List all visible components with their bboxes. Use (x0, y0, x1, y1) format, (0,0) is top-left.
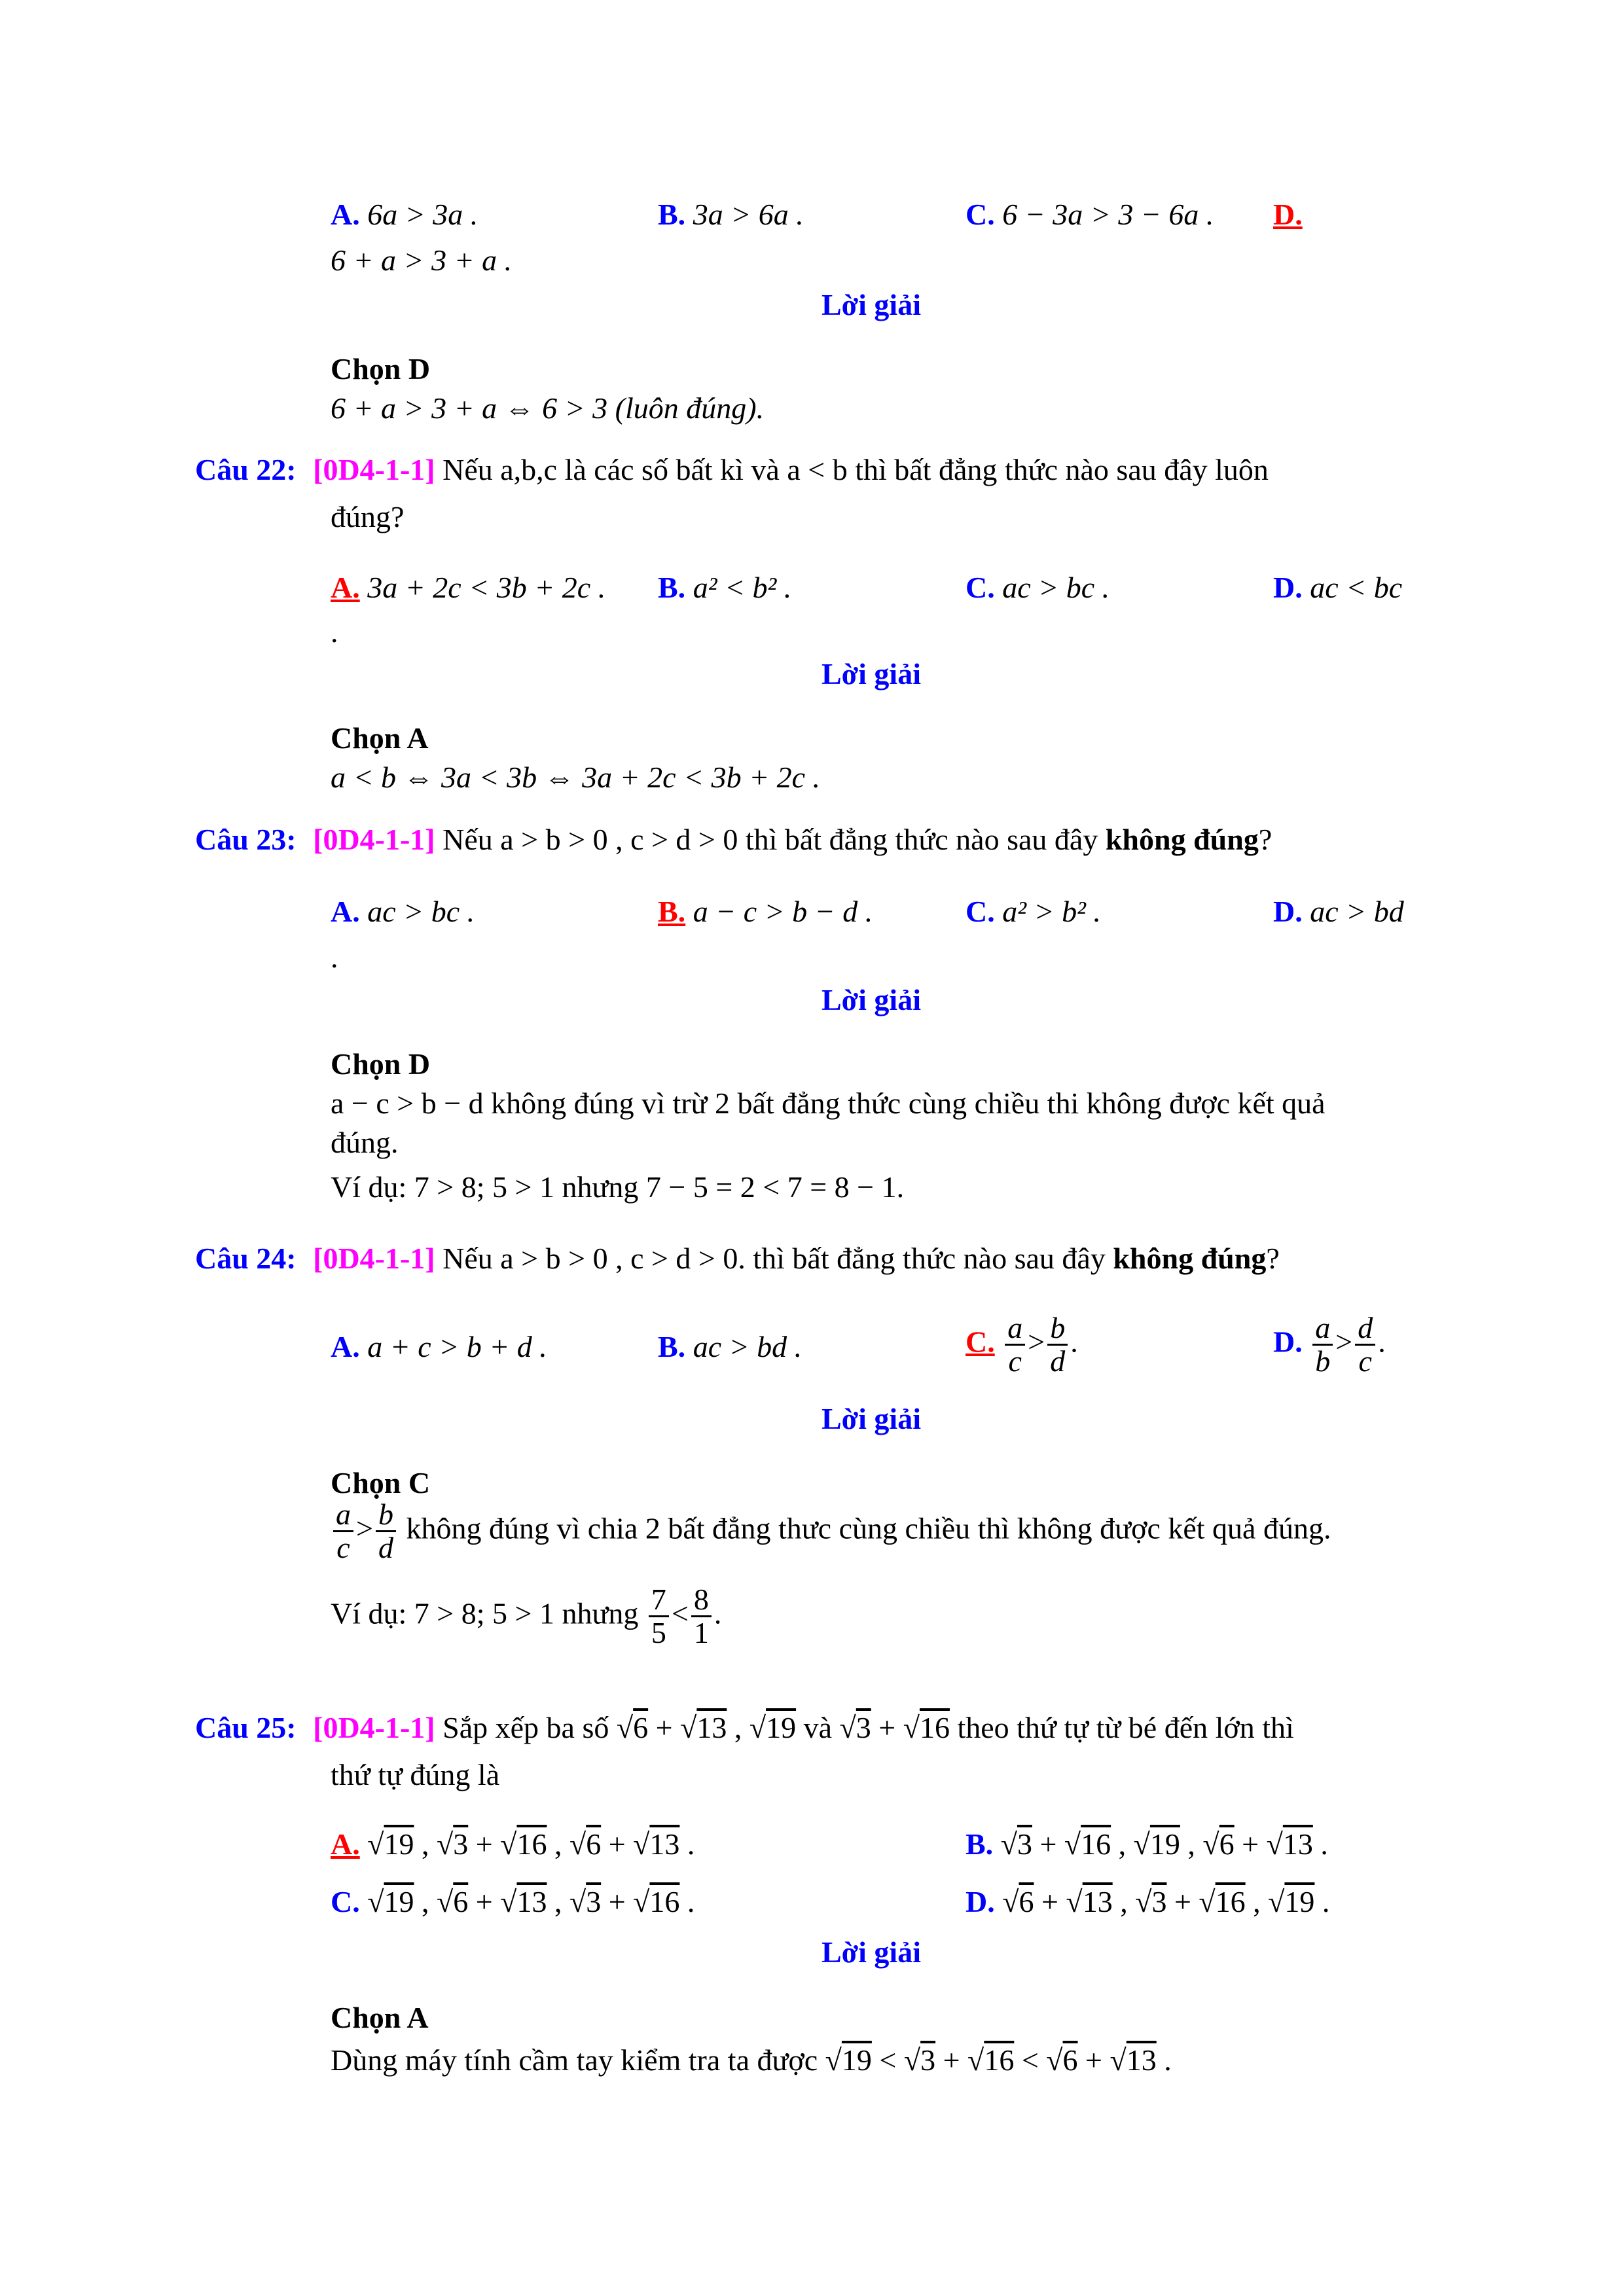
solution-text (331, 1499, 1331, 1564)
q21-option-c[interactable] (965, 196, 1214, 232)
option-trailing-dot: . (331, 615, 338, 649)
option-text: √19 , √6 + √13 , √3 + √16 . (367, 1885, 695, 1918)
solution-example: Ví dụ: 7 > 8; 5 > 1 nhưng 7 − 5 = 2 < 7 = 8 − 1. (331, 1170, 905, 1204)
answer-choice: Chọn A (331, 721, 429, 755)
solution-heading: Lời giải (821, 657, 921, 691)
q24-stem (195, 1240, 1280, 1276)
q25-option-b[interactable] (965, 1826, 1328, 1862)
option-label: C. (965, 895, 995, 928)
q23-option-b[interactable] (658, 893, 873, 929)
solution-text: a < b ⇔ 3a < 3b ⇔ 3a + 2c < 3b + 2c . (331, 761, 821, 794)
math-expression: √6 + √13 , √19 (616, 1711, 797, 1744)
q21-option-b[interactable] (658, 196, 804, 232)
question-text: Sắp xếp ba số (442, 1711, 609, 1744)
option-label: A. (331, 198, 360, 231)
option-text: ac > bc . (1002, 571, 1110, 604)
fraction (1047, 1312, 1068, 1378)
gt-sign: > (1335, 1325, 1353, 1359)
question-text: Nếu a > b > 0 , c > d > 0. thì bất đẳng thức nào sau đây (442, 1242, 1106, 1275)
q25-option-d[interactable] (965, 1884, 1329, 1920)
option-label: B. (658, 1330, 686, 1363)
question-emphasis: không đúng (1113, 1242, 1267, 1275)
denominator: c (336, 1531, 350, 1565)
option-label: B. (965, 1827, 994, 1861)
fraction (376, 1499, 396, 1564)
option-label: D. (1273, 1325, 1303, 1359)
option-text: a² < b² . (693, 571, 792, 604)
solution-heading: Lời giải (821, 983, 921, 1016)
q25-option-a[interactable] (331, 1826, 695, 1862)
q23-stem (195, 821, 1272, 857)
question-text-mid: và (803, 1711, 832, 1744)
question-text: Nếu a > b > 0 , c > d > 0 thì bất đẳng thức nào sau đây (442, 823, 1098, 856)
denominator: b (1315, 1344, 1331, 1378)
numerator: d (1355, 1312, 1375, 1346)
solution-heading: Lời giải (821, 1935, 921, 1969)
correct-option-label: A. (331, 1827, 360, 1861)
fraction (1005, 1312, 1025, 1378)
fraction (1312, 1312, 1333, 1378)
option-label: D. (1273, 895, 1303, 928)
answer-choice: Chọn A (331, 2001, 429, 2034)
q25-option-c[interactable] (331, 1884, 695, 1920)
q24-option-d[interactable] (1273, 1312, 1386, 1378)
q23-option-a[interactable] (331, 893, 475, 929)
period: . (1070, 1325, 1078, 1359)
option-text: ac < bc (1310, 571, 1403, 604)
option-label: C. (965, 571, 995, 604)
gt-sign: > (1028, 1325, 1045, 1359)
correct-option-label: A. (331, 571, 360, 604)
numerator: a (333, 1499, 353, 1532)
option-label: C. (965, 198, 995, 231)
denominator: d (1050, 1344, 1066, 1378)
option-text: √3 + √16 , √19 , √6 + √13 . (1000, 1827, 1328, 1861)
q25-stem (195, 1710, 1294, 1746)
q22-option-a[interactable] (331, 569, 605, 605)
option-text: ac > bc . (367, 895, 475, 928)
correct-option-label: D. (1273, 198, 1303, 231)
q22-option-d[interactable] (1273, 569, 1402, 605)
period: . (1378, 1325, 1386, 1359)
solution-example (331, 1584, 721, 1649)
q23-option-d[interactable] (1273, 893, 1404, 929)
numerator: a (1005, 1312, 1025, 1346)
question-label: Câu 25: (195, 1711, 297, 1744)
q22-stem (195, 452, 1426, 488)
option-trailing-dot: . (331, 941, 338, 974)
solution-text-cont: đúng. (331, 1126, 399, 1159)
question-text: Nếu a,b,c là các số bất kì và a < b thì bất đẳng thức nào sau đây luôn (442, 453, 1269, 486)
q24-option-a[interactable] (331, 1329, 547, 1365)
option-text: √19 , √3 + √16 , √6 + √13 . (367, 1827, 695, 1861)
question-emphasis: không đúng (1105, 823, 1259, 856)
q21-option-a[interactable] (331, 196, 478, 232)
option-text: 6 − 3a > 3 − 6a . (1002, 198, 1214, 231)
option-label: B. (658, 198, 686, 231)
period: . (713, 1596, 722, 1630)
option-text: 3a > 6a . (693, 198, 804, 231)
solution-text: a − c > b − d không đúng vì trừ 2 bất đẳng thức cùng chiều thi không được kết quả (331, 1086, 1326, 1120)
q21-option-d[interactable] (1273, 196, 1303, 232)
question-tag: [0D4-1-1] (313, 823, 435, 856)
q24-option-b[interactable] (658, 1329, 802, 1365)
solution-text (331, 2042, 1172, 2078)
answer-choice: Chọn D (331, 352, 431, 386)
question-end: ? (1258, 823, 1272, 856)
denominator: 1 (693, 1616, 709, 1650)
option-label: A. (331, 895, 360, 928)
gt-sign: > (356, 1511, 373, 1545)
answer-choice: Chọn C (331, 1466, 431, 1499)
fraction (1355, 1312, 1375, 1378)
question-text-cont: đúng? (331, 500, 405, 533)
numerator: b (376, 1499, 396, 1532)
q24-option-c[interactable] (965, 1312, 1078, 1378)
math-expression: √19 < √3 + √16 < √6 + √13 . (825, 2043, 1172, 2077)
question-tag: [0D4-1-1] (313, 453, 435, 486)
denominator: d (378, 1531, 393, 1565)
option-text: 3a + 2c < 3b + 2c . (367, 571, 606, 604)
question-tag: [0D4-1-1] (313, 1711, 435, 1744)
lt-sign: < (671, 1596, 689, 1630)
denominator: c (1358, 1344, 1372, 1378)
denominator: 5 (651, 1616, 666, 1650)
option-text: a² > b² . (1002, 895, 1101, 928)
question-label: Câu 22: (195, 453, 297, 486)
q22-option-c[interactable] (965, 569, 1110, 605)
answer-choice: Chọn D (331, 1047, 431, 1081)
numerator: a (1312, 1312, 1333, 1346)
correct-option-label: B. (658, 895, 686, 928)
question-label: Câu 23: (195, 823, 297, 856)
solution-explanation: Dùng máy tính cầm tay kiểm tra ta được (331, 2043, 818, 2077)
numerator: 8 (691, 1584, 712, 1617)
fraction (649, 1584, 669, 1649)
question-end: ? (1266, 1242, 1280, 1275)
question-label: Câu 24: (195, 1242, 297, 1275)
option-label: D. (1273, 571, 1303, 604)
solution-explanation: không đúng vì chia 2 bất đẳng thưc cùng chiều thì không được kết quả đúng. (406, 1511, 1331, 1545)
option-label: C. (331, 1885, 360, 1918)
q21-option-d-text: 6 + a > 3 + a . (331, 243, 513, 277)
solution-text: 6 + a > 3 + a ⇔ 6 > 3 (luôn đúng). (331, 391, 765, 425)
option-label: A. (331, 1330, 360, 1363)
fraction (333, 1499, 353, 1564)
option-text: ac > bd (1310, 895, 1404, 928)
numerator: b (1047, 1312, 1068, 1346)
option-text: √6 + √13 , √3 + √16 , √19 . (1002, 1885, 1330, 1918)
option-text: a + c > b + d . (367, 1330, 547, 1363)
correct-option-label: C. (965, 1325, 995, 1359)
q22-option-b[interactable] (658, 569, 791, 605)
example-text: Ví dụ: 7 > 8; 5 > 1 nhưng (331, 1596, 639, 1630)
option-label: D. (965, 1885, 995, 1918)
solution-heading: Lời giải (821, 1402, 921, 1435)
solution-heading: Lời giải (821, 288, 921, 321)
option-text: ac > bd . (693, 1330, 803, 1363)
option-label: B. (658, 571, 686, 604)
denominator: c (1008, 1344, 1022, 1378)
option-text: a − c > b − d . (693, 895, 873, 928)
question-text-end: theo thứ tự từ bé đến lớn thì (957, 1711, 1294, 1744)
question-text-cont: thứ tự đúng là (331, 1758, 500, 1791)
option-text: 6a > 3a . (367, 198, 478, 231)
fraction (691, 1584, 712, 1649)
numerator: 7 (649, 1584, 669, 1617)
q23-option-c[interactable] (965, 893, 1101, 929)
math-expression: √3 + √16 (839, 1711, 950, 1744)
question-tag: [0D4-1-1] (313, 1242, 435, 1275)
